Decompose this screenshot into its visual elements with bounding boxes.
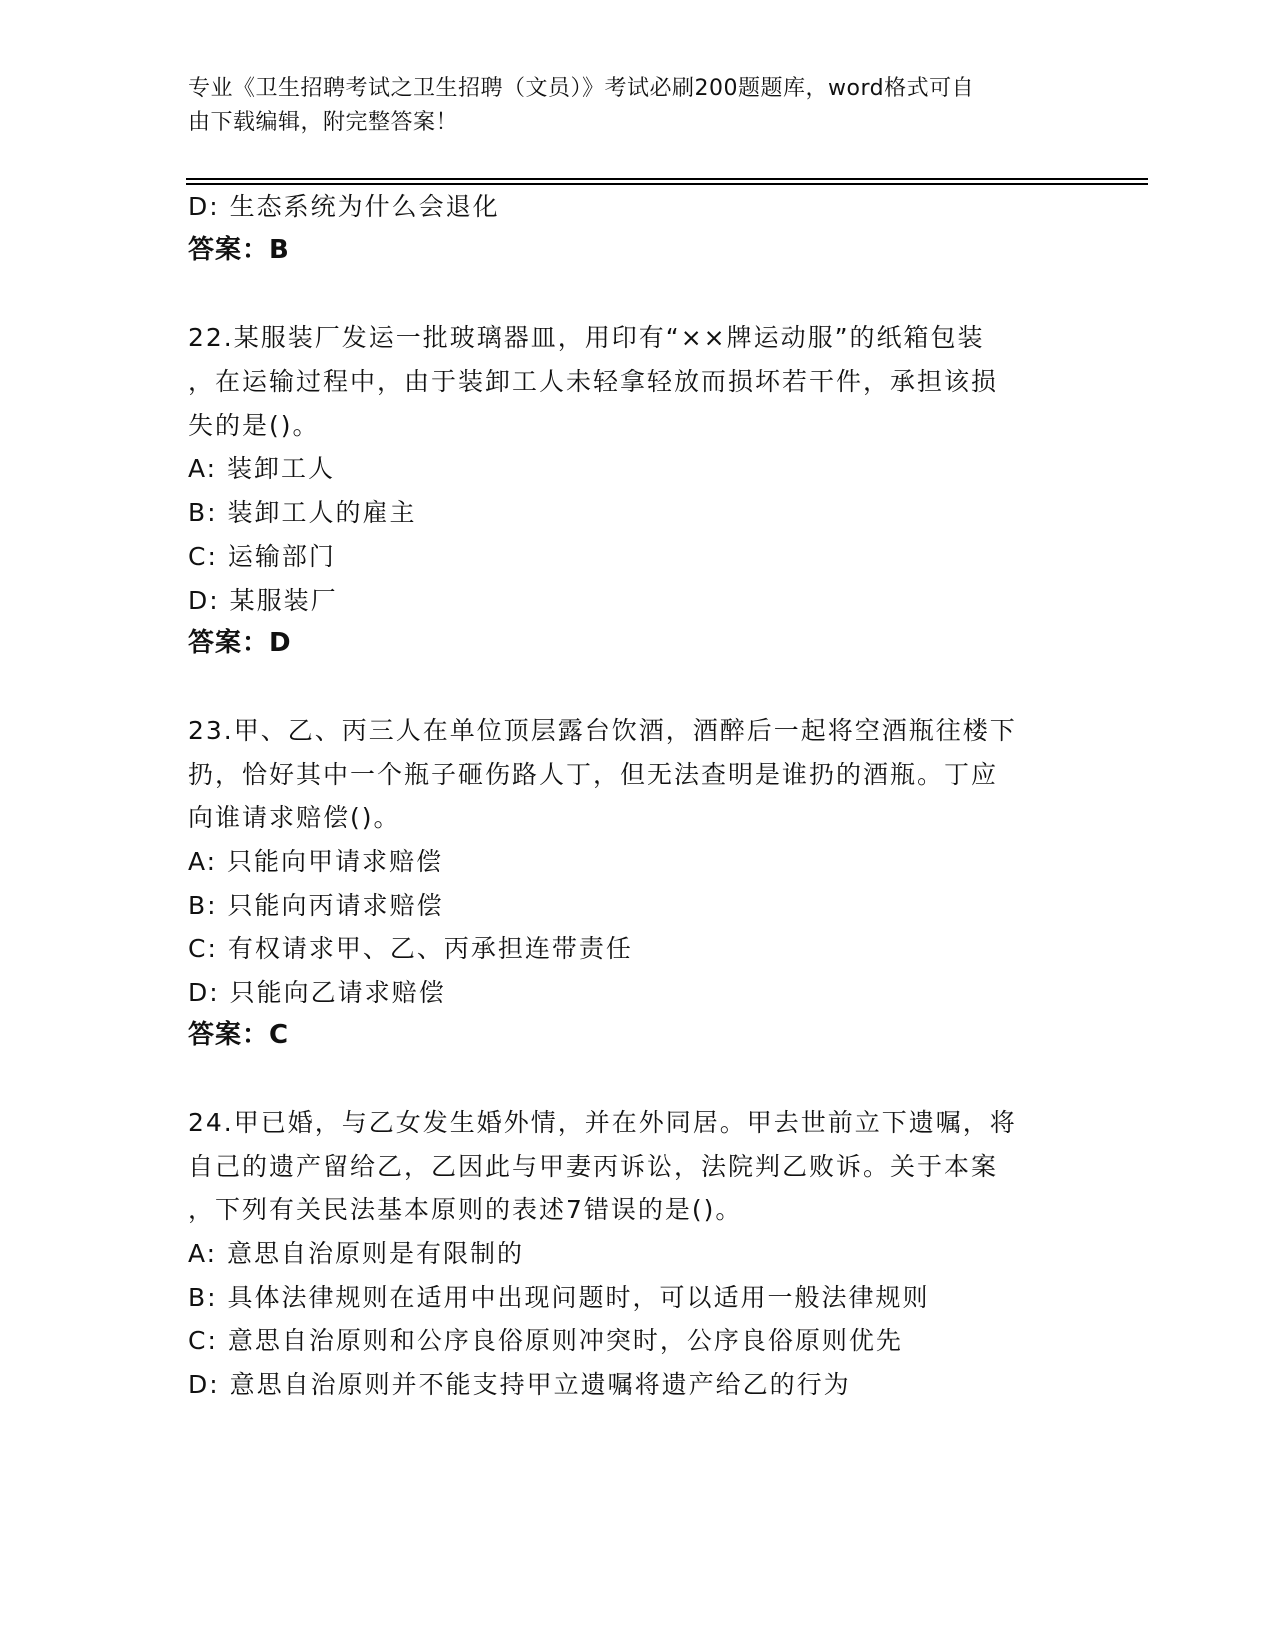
header-line-1: 专业《卫生招聘考试之卫生招聘（文员）》考试必刷200题题库，word格式可自 — [188, 76, 975, 101]
q24-stem-line-1: 24.甲已婚，与乙女发生婚外情，并在外同居。甲去世前立下遗嘱，将 — [188, 1108, 1017, 1137]
prev-answer: 答案：B — [188, 235, 290, 265]
q22-stem-line-2: ，在运输过程中，由于装卸工人未轻拿轻放而损坏若干件，承担该损 — [188, 367, 999, 396]
q22-answer: 答案：D — [188, 628, 292, 658]
q22-option-b: B: 装卸工人的雇主 — [188, 498, 417, 527]
q23-option-c: C: 有权请求甲、乙、丙承担连带责任 — [188, 934, 633, 963]
q24-option-c: C: 意思自治原则和公序良俗原则冲突时，公序良俗原则优先 — [188, 1326, 903, 1355]
q24-option-d: D: 意思自治原则并不能支持甲立遗嘱将遗产给乙的行为 — [188, 1370, 851, 1399]
q24-option-b: B: 具体法律规则在适用中出现问题时，可以适用一般法律规则 — [188, 1283, 930, 1312]
q24-stem-line-2: 自己的遗产留给乙，乙因此与甲妻丙诉讼，法院判乙败诉。关于本案 — [188, 1152, 999, 1181]
q22-option-c: C: 运输部门 — [188, 542, 336, 571]
q23-stem-line-2: 扔，恰好其中一个瓶子砸伤路人丁，但无法查明是谁扔的酒瓶。丁应 — [188, 760, 999, 789]
q23-option-b: B: 只能向丙请求赔偿 — [188, 891, 444, 920]
q22-stem-line-1: 22.某服装厂发运一批玻璃器皿，用印有“××牌运动服”的纸箱包装 — [188, 323, 985, 352]
header-divider-top — [186, 178, 1148, 180]
q24-stem-line-3: ，下列有关民法基本原则的表述7错误的是()。 — [188, 1195, 743, 1224]
q22-option-a: A: 装卸工人 — [188, 454, 336, 483]
q22-stem-line-3: 失的是()。 — [188, 411, 320, 440]
q23-option-d: D: 只能向乙请求赔偿 — [188, 978, 446, 1007]
q22-option-d: D: 某服装厂 — [188, 586, 338, 615]
q23-answer: 答案：C — [188, 1020, 290, 1050]
header-line-2: 由下载编辑，附完整答案！ — [188, 110, 459, 135]
document-header — [188, 72, 1088, 140]
q23-stem-line-1: 23.甲、乙、丙三人在单位顶层露台饮酒，酒醉后一起将空酒瓶往楼下 — [188, 716, 1017, 745]
q23-stem-line-3: 向谁请求赔偿()。 — [188, 803, 401, 832]
prev-option-d: D: 生态系统为什么会退化 — [188, 192, 500, 221]
q23-option-a: A: 只能向甲请求赔偿 — [188, 847, 444, 876]
q24-option-a: A: 意思自治原则是有限制的 — [188, 1239, 525, 1268]
